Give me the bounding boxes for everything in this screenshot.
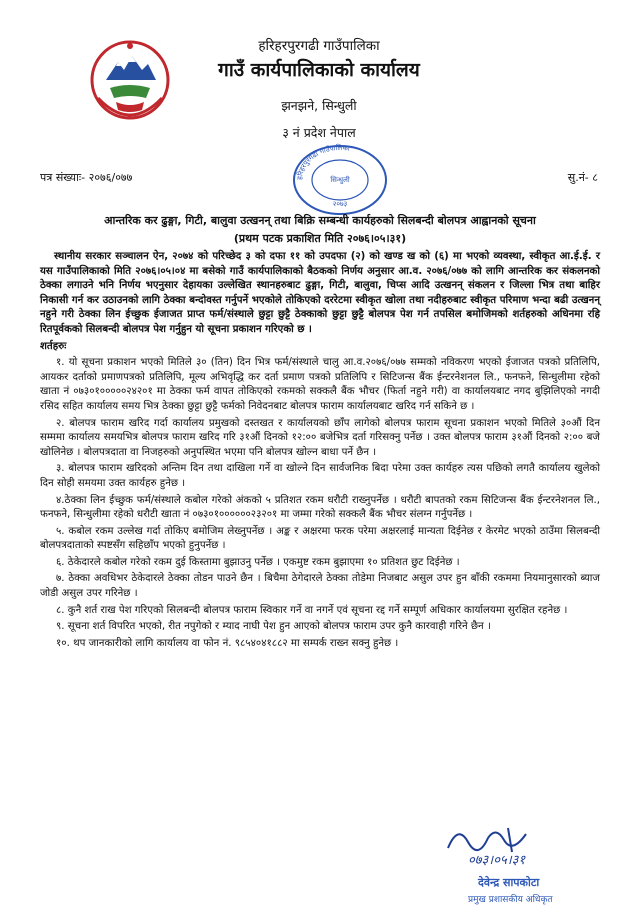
- notice-body: [40, 250, 600, 653]
- stamp-outer-text: हरिहरपुरगढी गाउँपालिका: [295, 143, 351, 181]
- signatory-designation: प्रमुख प्रशासकीय अधिकृत: [468, 895, 553, 905]
- notice-subject: [40, 212, 600, 248]
- signature-block: [438, 818, 608, 906]
- intro-paragraph: स्थानीय सरकार सञ्चालन ऐन, २०७४ को परिच्छेद ३ को दफा ११ को उपदफा (२) को खण्ड ख को (६) मा भएको व्यवस्था, स्वीकृत आ.ई.ई. र यस गाउँपालिकाको मिति २०७६।०५।०४ मा बसेको गाउँ कार्यपालिकाको बैठकको निर्णय अनुसार आ.व. २०७६/०७७ को लागि आन्तरिक कर संकलनको ठेक्का लगाउने भनि निर्णय भएनुसार देहायका उल्लेखित स्थानहरुबाट ढुङ्गा, गिटी, बालुवा, चिप्स आदि उत्खनन् संकलन र जिल्ला भित्र तथा बाहिर निकासी गर्न कर उठाउनको लागि ठेक्का बन्दोवस्त गर्नुपर्ने भएकोले तोकिएको दररेटमा स्वीकृत खोला तथा नदीहरुबाट स्वीकृत परिमाण भन्दा बढी उत्खनन् नहुने गरी ठेक्का लिन ईच्छुक ईजाजत प्राप्त फर्म/संस्थाले छुट्टा छुट्टै ठेक्काको छुट्टा छुट्टै बोलपत्र पेश गर्न तपसिल बमोजिमको शर्तहरुको अधिनमा रहि रितपूर्वकको सिलबन्दी बोलपत्र पेश गर्नुहुन यो सूचना प्रकाशन गरिएको छ ।: [40, 251, 600, 335]
- terms-heading: शर्तहरुः: [40, 340, 67, 352]
- office-name: गाउँ कार्यपालिकाको कार्यालय: [218, 59, 420, 81]
- condition-item: २. बोलपत्र फाराम खरिद गर्दा कार्यालय प्रमुखको दस्तखत र कार्यालयको छाँप लागेको बोलपत्र फाराम सूचना प्रकाशन भएको मितिले ३०औं दिन सम्ममा कार्यालय समयभित्र बोलपत्र फाराम खरिद गरि ३१औं दिनको १२:०० बजेभित्र दर्ता गरिसक्नु पर्नेछ । उक्त बोलपत्र फाराम ३१औं दिनको २:०० बजे खोलिनेछ । बोलपत्रदाता वा निजहरुको अनुपस्थित भएमा पनि बोलपत्र खोल्न बाधा पर्ने छैन ।: [40, 417, 600, 458]
- municipality-name: हरिहरपुरगढी गाउँपालिका: [258, 38, 380, 54]
- stamp-year: २०७३: [332, 200, 348, 208]
- signature-date: ०७३।०५।३१: [468, 853, 526, 868]
- subject-publication-date: (प्रथम पटक प्रकाशित मिति २०७६।०५।३१): [233, 232, 407, 245]
- condition-item: ५. कबोल रकम उल्लेख गर्दा तोकिए बमोजिम लेख्नुपर्नेछ । अङ्क र अक्षरमा फरक परेमा अक्षरलाई मान्यता दिईनेछ र केरमेट भएको ठाउँमा सिलबन्दी बोलपत्रदाताको स्पष्टसँग सहिछाँप भएको हुनुपर्नेछ ।: [40, 525, 600, 552]
- condition-item: ३. बोलपत्र फाराम खरिदको अन्तिम दिन तथा दाखिला गर्ने वा खोल्ने दिन सार्वजनिक बिदा परेमा उक्त कार्यहरु त्यस पछिको लगतै कार्यालय खुलेको दिन सोही समयमा उक्त कार्यहरु हुनेछ ।: [40, 463, 600, 489]
- signatory-name: देवेन्द्र सापकोटा: [478, 876, 540, 889]
- office-address: झनझने, सिन्धुली: [281, 98, 357, 113]
- condition-item: ८. कुनै शर्त राख पेश गरिएको सिलबन्दी बोलपत्र फाराम स्विकार गर्ने वा नगर्ने एवं सूचना रद्द गर्ने सम्पूर्ण अधिकार कार्यालयमा सुरक्षित रहनेछ ।: [56, 604, 568, 616]
- serial-number: सु.नं- ८: [567, 171, 598, 184]
- condition-item: ६. ठेकेदारले कबोल गरेको रकम दुई किस्तामा बुझाउनु पर्नेछ । एकमुष्ट रकम बुझाएमा १० प्रतिशत छुट दिईनेछ ।: [56, 556, 460, 568]
- condition-item: ४.ठेक्का लिन ईच्छुक फर्म/संस्थाले कबोल गरेको अंकको ५ प्रतिशत रकम धरौटी राख्नुपर्नेछ । धरौटी बापतको रकम सिटिजन्स बैंक ईन्टरनेशनल लि., फनफने, सिन्धुलीमा रहेको धरौटी खाता नं ०७३०१००००००२३२०१ मा जम्मा गरेको सक्कलै बैंक भौचर संलग्न गर्नुपर्नेछ ।: [40, 494, 600, 521]
- condition-item: १. यो सूचना प्रकाशन भएको मितिले ३० (तिन) दिन भित्र फर्म/संस्थाले चालु आ.व.२०७६/०७७ सम्मको नविकरण भएको ईजाजत पत्रको प्रतिलिपि, आयकर दर्ताको प्रमाणपत्रको प्रतिलिपि, मूल्य अभिवृद्धि कर दर्ता प्रमाण पत्रको प्रतिलिपि र सिटिजन्स बैंक ईन्टरनेशनल लि., फनफने, सिन्धुलीमा रहेको खाता नं ०७३०१०००००२४२०१ मा ठेक्का फर्म वापत तोकिएको रकमको सक्कलै बैंक भौचर (फिर्ता नहुने गरी) वा कार्यालयबाट नगद बुझिलिएको नगदी रसिद सहित कार्यालय समय भित्र ठेक्का छुट्टा छुट्टै फर्मको निवेदनबाट बोलपत्र फाराम कार्यालयबाट खरिद गर्न सकिने छ ।: [40, 357, 600, 412]
- condition-item: १०. थप जानकारीको लागि कार्यालय वा फोन नं. ९८५४०४१८८२ मा सम्पर्क राख्न सक्नु हुनेछ ।: [56, 637, 399, 649]
- condition-item: ७. ठेक्का अवधिभर ठेकेदारले ठेक्का तोडन पाउने छैन । बिचैमा ठेगेदारले ठेक्का तोडेमा निजबाट असुल उपर हुन बाँकी रकममा नियमानुसारको ब्याज जोडी असुल उपर गरिनेछ ।: [40, 573, 600, 600]
- subject-title: आन्तरिक कर ढुङ्गा, गिटी, बालुवा उत्खनन् तथा बिक्रि सम्बन्धी कार्यहरुको सिलबन्दी बोलपत्र आह्वानको सूचना: [104, 214, 536, 227]
- condition-item: ९. सूचना शर्त विपरित भएको, रीत नपुगेको र म्याद नाघी पेश हुन आएको बोलपत्र फाराम उपर कुनै कारवाही गरिने छैन ।: [56, 621, 491, 633]
- stamp-inner-text: सिन्धुली: [330, 176, 350, 184]
- svg-text:हरिहरपुरगढी गाउँपालिका: [295, 143, 350, 180]
- office-stamp: [290, 140, 390, 216]
- province-line: ३ नं प्रदेश नेपाल: [282, 125, 356, 140]
- letter-reference-number: पत्र संख्याः- २०७६/०७७: [40, 171, 133, 184]
